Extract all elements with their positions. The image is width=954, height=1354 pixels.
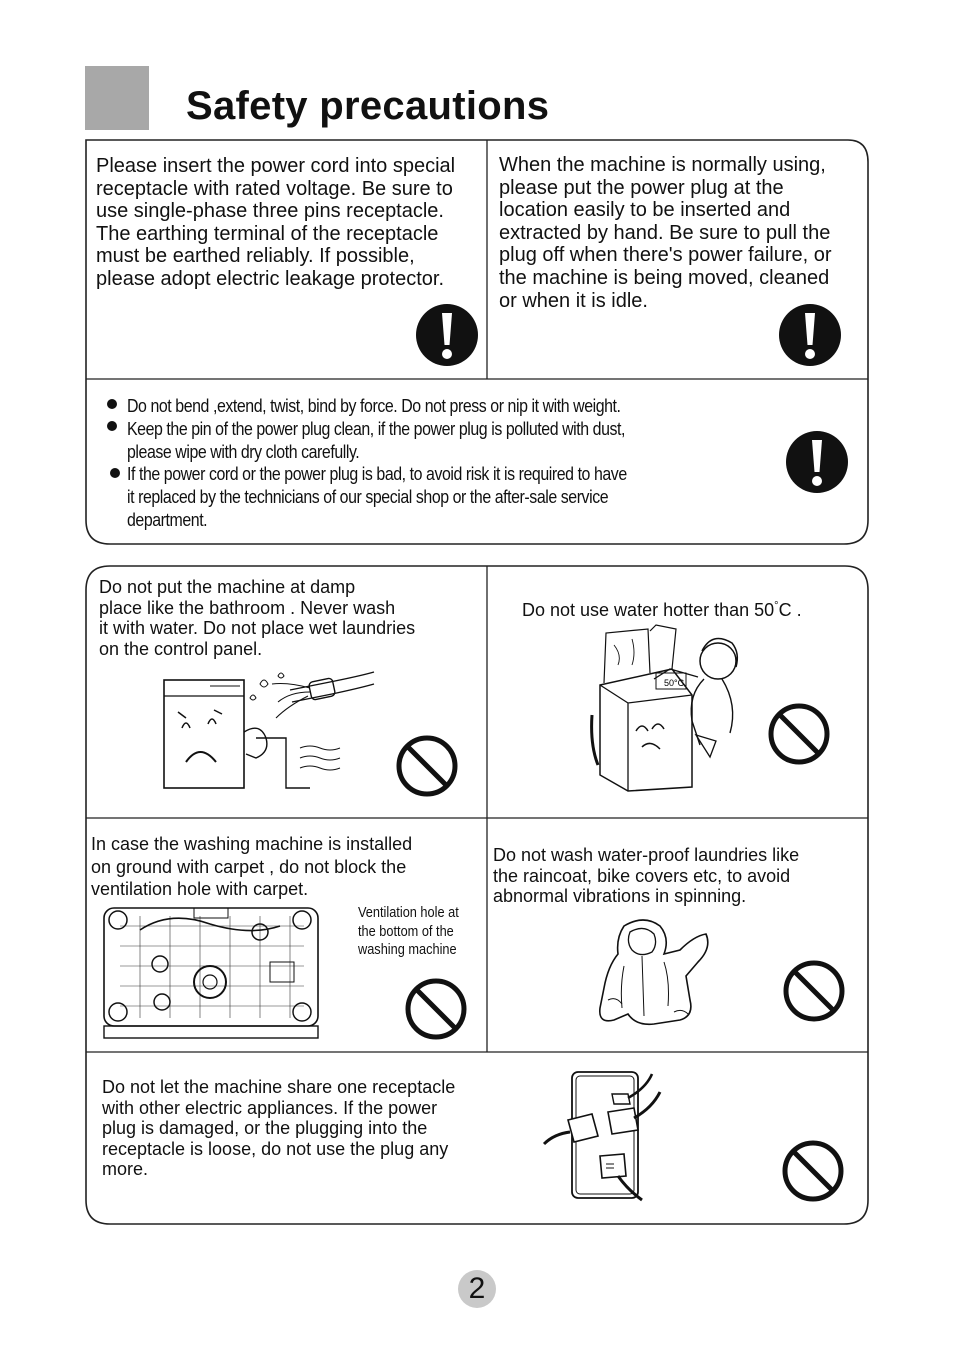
temp-label: 50°C: [664, 678, 685, 688]
power-left-text: Please insert the power cord into special receptacle with rated voltage. Be sure to use single-phase three pins receptacle. The earthing terminal of the receptacle must be earthed reliably. If possible, please adopt electric leakage protector.: [96, 155, 456, 290]
bullet-text: Do not bend ,extend, twist, bind by force. Do not press or nip it with weight.: [127, 395, 621, 416]
prohibited-icon: [782, 959, 846, 1023]
prohibited-icon: [767, 702, 831, 766]
receptacle-text: Do not let the machine share one receptacle with other electric appliances. If the power plug is damaged, or the plugging into the receptacle is loose, do not use the plug any more.: [102, 1077, 456, 1179]
overloaded-receptacle-illustration: [542, 1068, 662, 1204]
bullet-text: If the power cord or the power plug is bad, to avoid risk it is required to have: [127, 463, 627, 484]
power-right-text: When the machine is normally using, please put the power plug at the location easily to be inserted and extracted by hand. Be sure to pull the plug off when there's power failure, or the machine is being moved, cleaned or when it is idle.: [499, 154, 832, 312]
page-title: Safety precautions: [186, 84, 550, 128]
bullet-text: it replaced by the technicians of our special shop or the after-sale service: [127, 486, 609, 507]
hot-water-washing-illustration: [592, 625, 742, 795]
bullet-text: department.: [127, 509, 208, 530]
degree-symbol: °: [774, 600, 779, 612]
celsius-unit: C .: [778, 600, 802, 620]
bullet-text: please wipe with dry cloth carefully.: [127, 441, 360, 462]
raincoat-illustration: [594, 916, 712, 1030]
prohibited-icon: [404, 977, 468, 1041]
washing-machine-water-spray-illustration: [160, 662, 380, 792]
ventilation-caption: Ventilation hole at the bottom of the washing machine: [358, 905, 459, 958]
damp-place-text: Do not put the machine at damp place like the bathroom . Never wash it with water. Do not place wet laundries on the control panel.: [99, 577, 416, 659]
bullet-text: Keep the pin of the power plug clean, if the power plug is polluted with dust,: [127, 418, 626, 439]
prohibited-icon: [781, 1139, 845, 1203]
hot-water-text: [522, 596, 802, 621]
carpet-text: In case the washing machine is installed on ground with carpet , do not block the ventilation hole with carpet.: [91, 834, 413, 899]
machine-bottom-view-illustration: [100, 906, 324, 1040]
waterproof-text: Do not wash water-proof laundries like the raincoat, bike covers etc, to avoid abnormal vibrations in spinning.: [493, 845, 800, 906]
prohibited-icon: [395, 734, 459, 798]
page-number: 2: [458, 1270, 496, 1308]
hot-water-text-main: Do not use water hotter than 50: [522, 600, 775, 620]
